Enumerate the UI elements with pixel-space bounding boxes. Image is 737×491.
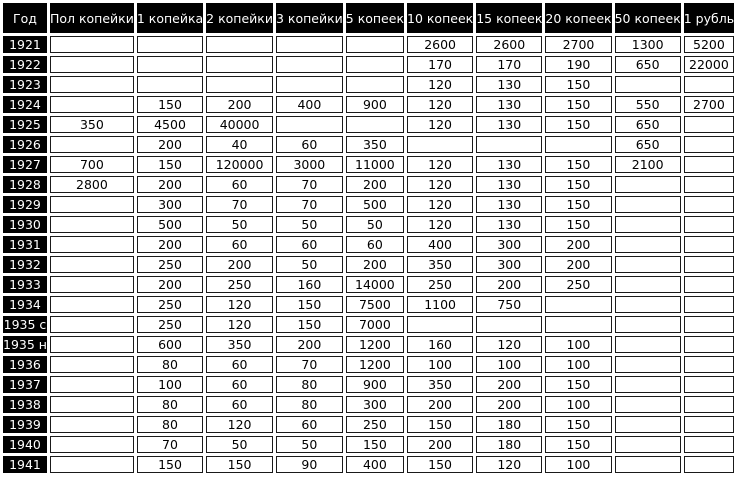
price-cell [684,196,734,213]
price-cell: 200 [407,396,473,413]
price-cell [50,416,134,433]
price-cell: 7000 [346,316,404,333]
price-cell: 200 [545,236,611,253]
price-cell [137,56,203,73]
price-cell: 150 [545,416,611,433]
year-cell: 1928 [3,176,47,193]
price-cell: 200 [476,376,542,393]
table-row [3,416,734,433]
price-cell: 120 [206,296,273,313]
price-cell [684,376,734,393]
price-cell [50,96,134,113]
price-cell: 120 [407,196,473,213]
price-cell: 750 [476,296,542,313]
column-header: Пол копейки [50,3,134,33]
price-cell: 150 [545,196,611,213]
price-cell: 350 [407,376,473,393]
price-cell: 70 [276,356,343,373]
price-cell: 300 [476,236,542,253]
price-cell: 160 [276,276,343,293]
price-cell [50,336,134,353]
price-cell: 50 [206,436,273,453]
price-cell: 900 [346,376,404,393]
price-cell [615,216,681,233]
price-cell: 1200 [346,336,404,353]
price-cell [50,456,134,473]
table-row [3,396,734,413]
price-cell: 100 [545,456,611,473]
price-cell: 50 [276,256,343,273]
column-header: 50 копеек [615,3,681,33]
price-cell [684,396,734,413]
price-cell [137,76,203,93]
price-cell: 200 [137,276,203,293]
price-cell: 200 [476,396,542,413]
price-cell: 2700 [545,36,611,53]
table-row [3,376,734,393]
price-cell: 60 [276,416,343,433]
price-cell: 120 [476,456,542,473]
table-row [3,316,734,333]
price-cell [50,76,134,93]
price-cell: 80 [137,356,203,373]
price-cell [615,176,681,193]
price-cell: 120 [407,216,473,233]
price-cell: 130 [476,156,542,173]
price-cell [684,216,734,233]
price-cell: 150 [346,436,404,453]
price-cell: 7500 [346,296,404,313]
price-cell [276,116,343,133]
price-cell: 50 [276,216,343,233]
year-cell: 1921 [3,36,47,53]
price-cell: 150 [545,376,611,393]
price-cell: 60 [206,376,273,393]
price-cell: 80 [276,396,343,413]
price-cell: 150 [545,216,611,233]
price-cell: 100 [545,336,611,353]
price-cell: 200 [407,436,473,453]
price-cell: 500 [346,196,404,213]
price-cell: 1100 [407,296,473,313]
year-cell: 1939 [3,416,47,433]
price-cell: 130 [476,196,542,213]
price-cell: 650 [615,116,681,133]
price-cell: 200 [206,96,273,113]
price-cell: 3000 [276,156,343,173]
price-cell: 250 [137,296,203,313]
year-cell: 1923 [3,76,47,93]
table-row [3,56,734,73]
table-row [3,76,734,93]
price-cell: 150 [545,96,611,113]
price-cell [476,316,542,333]
price-cell: 11000 [346,156,404,173]
price-cell: 120 [476,336,542,353]
price-cell: 130 [476,116,542,133]
price-cell [615,396,681,413]
price-cell [684,136,734,153]
price-cell: 250 [206,276,273,293]
price-cell: 190 [545,56,611,73]
price-cell [276,36,343,53]
column-header: 20 копеек [545,3,611,33]
price-cell [476,136,542,153]
price-cell [684,156,734,173]
year-cell: 1937 [3,376,47,393]
price-cell: 350 [346,136,404,153]
price-cell [615,416,681,433]
price-cell: 120 [206,416,273,433]
table-row [3,356,734,373]
price-cell [684,416,734,433]
price-cell: 200 [276,336,343,353]
year-cell: 1938 [3,396,47,413]
price-cell [50,316,134,333]
year-cell: 1935 с [3,317,47,332]
price-cell [50,436,134,453]
header-year: Год [3,3,47,33]
price-cell [137,36,203,53]
price-cell: 70 [137,436,203,453]
table-row [3,196,734,213]
price-cell: 120 [206,316,273,333]
price-cell: 400 [346,456,404,473]
table-row [3,176,734,193]
price-cell [206,76,273,93]
column-header: 3 копейки [276,3,343,33]
price-cell: 150 [206,456,273,473]
price-cell: 80 [137,396,203,413]
price-cell [346,76,404,93]
price-cell: 150 [137,456,203,473]
price-cell [615,436,681,453]
year-cell: 1930 [3,216,47,233]
price-cell: 50 [346,216,404,233]
price-cell: 100 [476,356,542,373]
price-cell: 60 [206,176,273,193]
price-cell [50,296,134,313]
price-cell [545,296,611,313]
price-cell [276,76,343,93]
price-cell: 200 [137,236,203,253]
price-cell: 350 [407,256,473,273]
year-cell: 1925 [3,116,47,133]
price-cell [684,256,734,273]
price-cell: 50 [276,436,343,453]
price-cell: 90 [276,456,343,473]
price-cell [545,316,611,333]
year-cell: 1927 [3,156,47,173]
price-cell: 200 [346,176,404,193]
price-cell [50,216,134,233]
price-cell [50,396,134,413]
price-cell: 60 [206,236,273,253]
table-body [3,36,734,473]
price-cell: 650 [615,136,681,153]
year-cell: 1926 [3,136,47,153]
column-header: 10 копеек [407,3,473,33]
price-cell: 14000 [346,276,404,293]
price-cell [407,136,473,153]
year-cell: 1934 [3,296,47,313]
price-cell: 4500 [137,116,203,133]
price-cell [615,196,681,213]
price-cell: 650 [615,56,681,73]
price-cell: 200 [545,256,611,273]
header-row [3,3,734,33]
price-cell: 120 [407,76,473,93]
price-cell: 40 [206,136,273,153]
price-cell: 2700 [684,96,734,113]
price-cell [684,356,734,373]
year-cell: 1936 [3,356,47,373]
price-cell: 150 [545,116,611,133]
year-cell: 1922 [3,56,47,73]
price-cell: 150 [545,436,611,453]
price-cell: 700 [50,156,134,173]
price-cell [346,116,404,133]
price-cell: 60 [346,236,404,253]
table-row [3,296,734,313]
price-cell [615,236,681,253]
column-header: 2 копейки [206,3,273,33]
price-cell [615,316,681,333]
price-cell: 350 [206,336,273,353]
price-cell: 120 [407,156,473,173]
price-cell [346,36,404,53]
year-cell: 1924 [3,96,47,113]
price-cell: 100 [407,356,473,373]
price-cell: 130 [476,216,542,233]
year-cell: 1929 [3,196,47,213]
price-cell [684,176,734,193]
table-row [3,256,734,273]
table-row [3,336,734,353]
price-cell [206,56,273,73]
price-cell: 150 [545,176,611,193]
price-cell [50,136,134,153]
price-cell: 250 [407,276,473,293]
price-cell: 500 [137,216,203,233]
year-cell: 1941 [3,456,47,473]
price-cell: 170 [407,56,473,73]
price-cell [684,436,734,453]
price-cell: 100 [545,356,611,373]
price-cell [206,36,273,53]
price-cell [50,276,134,293]
price-cell: 5200 [684,36,734,53]
price-cell: 70 [276,176,343,193]
price-cell: 80 [137,416,203,433]
price-cell: 160 [407,336,473,353]
price-cell [50,36,134,53]
price-cell: 1300 [615,36,681,53]
price-cell [50,56,134,73]
price-cell [276,56,343,73]
price-cell [615,296,681,313]
price-cell [615,76,681,93]
price-cell [615,356,681,373]
price-cell: 120 [407,96,473,113]
price-cell: 2800 [50,176,134,193]
price-cell: 2600 [476,36,542,53]
price-cell [615,256,681,273]
price-cell [50,376,134,393]
price-cell [684,316,734,333]
price-cell [684,296,734,313]
price-cell [684,76,734,93]
table-row [3,276,734,293]
table-row [3,456,734,473]
price-cell: 100 [545,396,611,413]
price-cell: 22000 [684,56,734,73]
price-cell [50,236,134,253]
price-cell: 60 [276,136,343,153]
year-cell: 1932 [3,256,47,273]
price-cell: 600 [137,336,203,353]
price-cell: 150 [276,316,343,333]
price-cell [545,136,611,153]
table-row [3,136,734,153]
price-cell [684,236,734,253]
price-cell: 200 [137,176,203,193]
price-cell: 350 [50,116,134,133]
table-row [3,36,734,53]
price-cell: 60 [276,236,343,253]
price-cell: 2100 [615,156,681,173]
price-cell: 300 [137,196,203,213]
price-cell: 70 [206,196,273,213]
price-cell: 200 [206,256,273,273]
table-row [3,216,734,233]
table-row [3,156,734,173]
price-cell: 120000 [206,156,273,173]
price-cell: 130 [476,76,542,93]
price-cell [615,376,681,393]
year-cell: 1940 [3,436,47,453]
price-cell: 180 [476,416,542,433]
price-cell: 50 [206,216,273,233]
price-cell: 150 [137,96,203,113]
price-cell: 900 [346,96,404,113]
price-cell: 150 [407,456,473,473]
price-cell: 60 [206,356,273,373]
price-cell [407,316,473,333]
price-cell [346,56,404,73]
price-cell: 80 [276,376,343,393]
year-cell: 1933 [3,276,47,293]
price-cell: 250 [346,416,404,433]
price-cell [684,456,734,473]
year-cell: 1935 н [3,337,47,352]
year-cell: 1931 [3,236,47,253]
price-cell [615,336,681,353]
table-row [3,96,734,113]
price-cell: 150 [545,76,611,93]
price-cell [684,116,734,133]
price-cell: 130 [476,176,542,193]
price-cell: 70 [276,196,343,213]
price-cell: 40000 [206,116,273,133]
price-cell: 200 [346,256,404,273]
price-cell: 130 [476,96,542,113]
price-cell: 250 [545,276,611,293]
price-cell: 300 [346,396,404,413]
price-cell: 200 [137,136,203,153]
price-cell: 250 [137,316,203,333]
table-row [3,436,734,453]
price-cell: 400 [276,96,343,113]
price-cell: 120 [407,176,473,193]
price-cell [684,336,734,353]
price-cell: 100 [137,376,203,393]
price-cell [50,356,134,373]
price-cell [615,276,681,293]
table-row [3,236,734,253]
price-cell: 150 [545,156,611,173]
price-cell: 250 [137,256,203,273]
price-cell [50,196,134,213]
price-cell: 170 [476,56,542,73]
column-header: 1 рубль [684,3,734,33]
price-cell: 550 [615,96,681,113]
column-header: 15 копеек [476,3,542,33]
price-cell: 300 [476,256,542,273]
price-cell [50,256,134,273]
column-header: 1 копейка [137,3,203,33]
price-cell: 1200 [346,356,404,373]
table-row [3,116,734,133]
price-cell: 150 [137,156,203,173]
price-cell: 180 [476,436,542,453]
price-cell: 150 [407,416,473,433]
price-cell [615,456,681,473]
price-cell: 150 [276,296,343,313]
price-cell: 200 [476,276,542,293]
price-cell: 2600 [407,36,473,53]
price-cell: 60 [206,396,273,413]
price-cell [684,276,734,293]
column-header: 5 копеек [346,3,404,33]
price-cell: 400 [407,236,473,253]
price-cell: 120 [407,116,473,133]
